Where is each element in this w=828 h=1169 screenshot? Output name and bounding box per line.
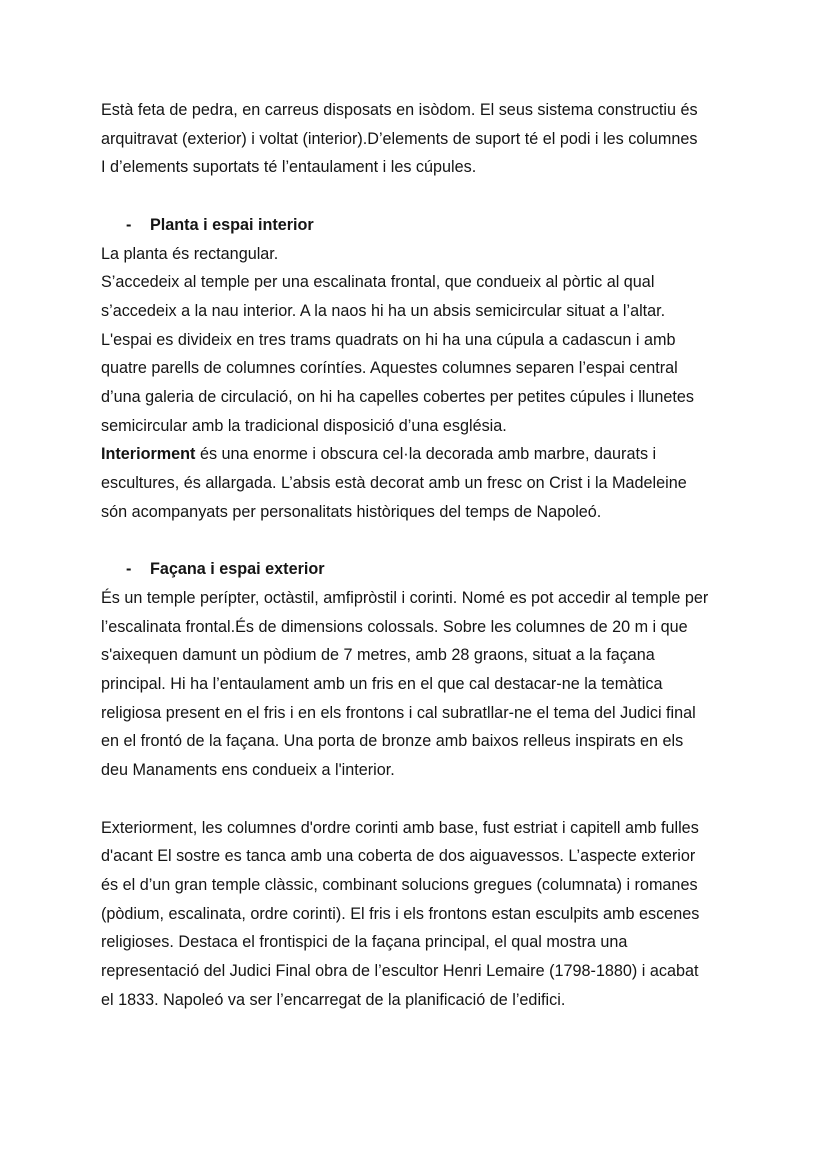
paragraph-spacer (101, 182, 741, 211)
text-line: són acompanyats per personalitats històriques del temps de Napoleó. (101, 502, 602, 521)
text-line: el 1833. Napoleó va ser l’encarregat de la planificació de l’edifici. (101, 990, 566, 1009)
text-line: d’una galeria de circulació, on hi ha capelles cobertes per petites cúpules i llunetes (101, 388, 695, 407)
text-line: L'espai es divideix en tres trams quadrats on hi ha una cúpula a cadascun i amb (101, 330, 676, 349)
text-line: d'acant El sostre es tanca amb una coberta de dos aiguavessos. L’aspecte exterior (101, 847, 696, 866)
text-line: és el d’un gran temple clàssic, combinant solucions gregues (columnata) i romanes (101, 875, 698, 894)
text-line: escultures, és allargada. L’absis està decorat amb un fresc on Crist i la Madeleine (101, 474, 687, 493)
interior-line-rest: és una enorme i obscura cel·la decorada amb marbre, daurats i (195, 445, 657, 464)
section-heading-facana (101, 555, 741, 584)
intro-paragraph (101, 96, 741, 182)
text-line: Està feta de pedra, en carreus disposats en isòdom. El seus sistema constructiu és (101, 101, 698, 119)
text-line: principal. Hi ha l’entaulament amb un fris en el que cal destacar-ne la temàtica (101, 675, 663, 694)
section-heading-planta (101, 211, 741, 240)
text-line: És un temple perípter, octàstil, amfipròstil i corinti. Nomé es pot accedir al temple per (101, 588, 709, 607)
text-line: I d’elements suportats té l’entaulament i les cúpules. (101, 158, 477, 177)
text-line: religiosa present en el fris i en els frontons i cal subratllar-ne el tema del Judici final (101, 703, 696, 722)
text-line: l’escalinata frontal.És de dimensions colossals. Sobre les columnes de 20 m i que (101, 617, 688, 636)
document-page (101, 96, 741, 1014)
text-line: (pòdium, escalinata, ordre corinti). El fris i els frontons estan esculpits amb escenes (101, 904, 700, 923)
text-line: s’accedeix a la nau interior. A la naos hi ha un absis semicircular situat a l’altar. (101, 301, 666, 320)
text-line: quatre parells de columnes coríntíes. Aquestes columnes separen l’espai central (101, 359, 678, 378)
section-heading-text: Planta i espai interior (150, 215, 314, 234)
text-line: Exteriorment, les columnes d'ordre corinti amb base, fust estriat i capitell amb fulles (101, 818, 699, 837)
exterior-paragraph (101, 814, 741, 1015)
text-line: arquitravat (exterior) i voltat (interior).D’elements de suport té el podi i les columnes (101, 129, 698, 148)
facana-paragraph (101, 584, 741, 785)
text-line: semicircular amb la tradicional disposició d’una església. (101, 416, 507, 435)
bullet-dash: - (126, 215, 132, 234)
bullet-dash: - (126, 560, 132, 579)
text-line: S’accedeix al temple per una escalinata frontal, que condueix al pòrtic al qual (101, 273, 655, 292)
paragraph-spacer (101, 785, 741, 814)
text-line: representació del Judici Final obra de l’escultor Henri Lemaire (1798-1880) i acabat (101, 962, 699, 981)
paragraph-spacer (101, 527, 741, 556)
planta-paragraph (101, 240, 741, 527)
text-line: deu Manaments ens condueix a l'interior. (101, 761, 395, 780)
text-line: s'aixequen damunt un pòdium de 7 metres, amb 28 graons, situat a la façana (101, 646, 655, 665)
text-line: La planta és rectangular. (101, 244, 279, 263)
interior-line (101, 440, 741, 469)
section-heading-text: Façana i espai exterior (150, 560, 325, 579)
interior-bold-term: Interiorment (101, 445, 196, 464)
text-line: en el frontó de la façana. Una porta de bronze amb baixos relleus inspirats en els (101, 732, 684, 751)
text-line: religioses. Destaca el frontispici de la façana principal, el qual mostra una (101, 933, 628, 952)
